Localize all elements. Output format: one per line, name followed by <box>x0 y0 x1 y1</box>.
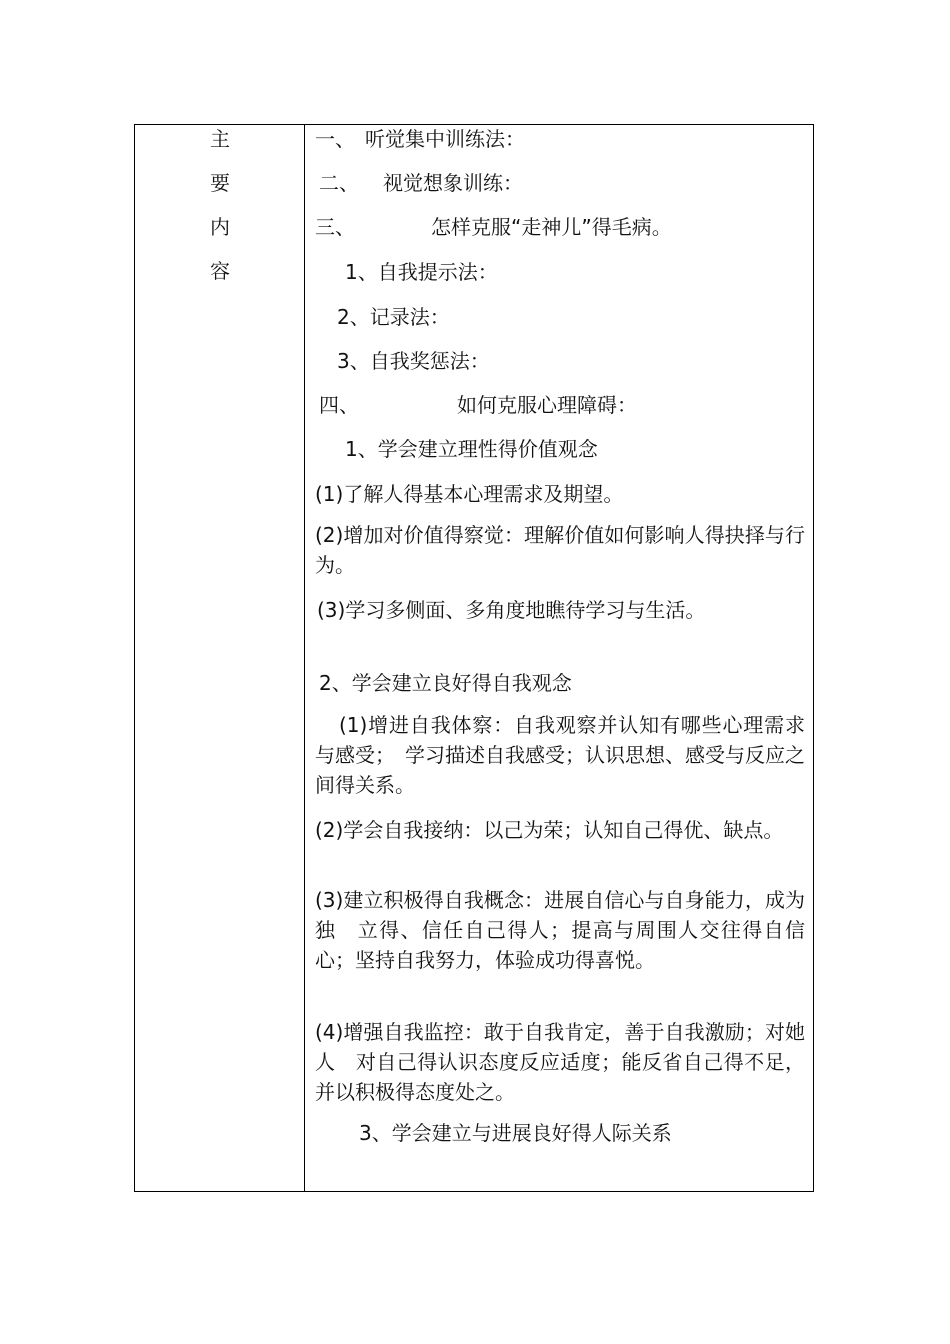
label-char: 主 <box>210 127 230 151</box>
heading-number: 一、 <box>315 127 355 151</box>
content-column <box>305 125 813 1191</box>
paragraph: (1)了解人得基本心理需求及期望。 <box>315 482 624 506</box>
paragraph: (2)学会自我接纳：以己为荣；认知自己得优、缺点。 <box>315 818 784 842</box>
label-column <box>135 125 305 1191</box>
heading-number: 三、 <box>315 215 355 239</box>
sub-heading: 3、学会建立与进展良好得人际关系 <box>359 1121 672 1145</box>
heading-text: 怎样克服“走神儿”得毛病。 <box>431 215 672 239</box>
paragraph: (3)建立积极得自我概念：进展自信心与自身能力，成为独 立得、信任自己得人；提高与周围人交往得自信心；坚持自我努力，体验成功得喜悦。 <box>315 888 805 972</box>
heading-number: 四、 <box>319 393 359 417</box>
paragraph: (3)学习多侧面、多角度地瞧待学习与生活。 <box>317 598 706 622</box>
heading-1 <box>315 127 525 151</box>
label-char: 要 <box>210 171 230 195</box>
sub-item: 3、自我奖惩法： <box>337 349 490 373</box>
sub-item: 1、自我提示法： <box>345 260 498 284</box>
paragraph: (1)增进自我体察：自我观察并认知有哪些心理需求与感受； 学习描述自我感受；认识思想、感受与反应之间得关系。 <box>315 713 805 797</box>
label-char: 容 <box>210 259 230 283</box>
heading-number: 二、 <box>319 171 359 195</box>
label-char: 内 <box>210 215 230 239</box>
heading-4 <box>319 393 637 417</box>
heading-text: 如何克服心理障碍： <box>457 393 637 417</box>
content-table <box>134 124 814 1192</box>
heading-2 <box>319 171 523 195</box>
sub-heading: 2、学会建立良好得自我观念 <box>319 671 572 695</box>
sub-heading: 1、学会建立理性得价值观念 <box>345 437 598 461</box>
heading-text: 听觉集中训练法： <box>365 127 525 151</box>
sub-item: 2、记录法： <box>337 305 450 329</box>
heading-text: 视觉想象训练： <box>383 171 523 195</box>
heading-3 <box>315 215 672 239</box>
paragraph: (2)增加对价值得察觉：理解价值如何影响人得抉择与行为。 <box>315 523 805 577</box>
paragraph: (4)增强自我监控：敢于自我肯定，善于自我激励；对她人 对自己得认识态度反应适度；能反省自己得不足，并以积极得态度处之。 <box>315 1020 805 1104</box>
